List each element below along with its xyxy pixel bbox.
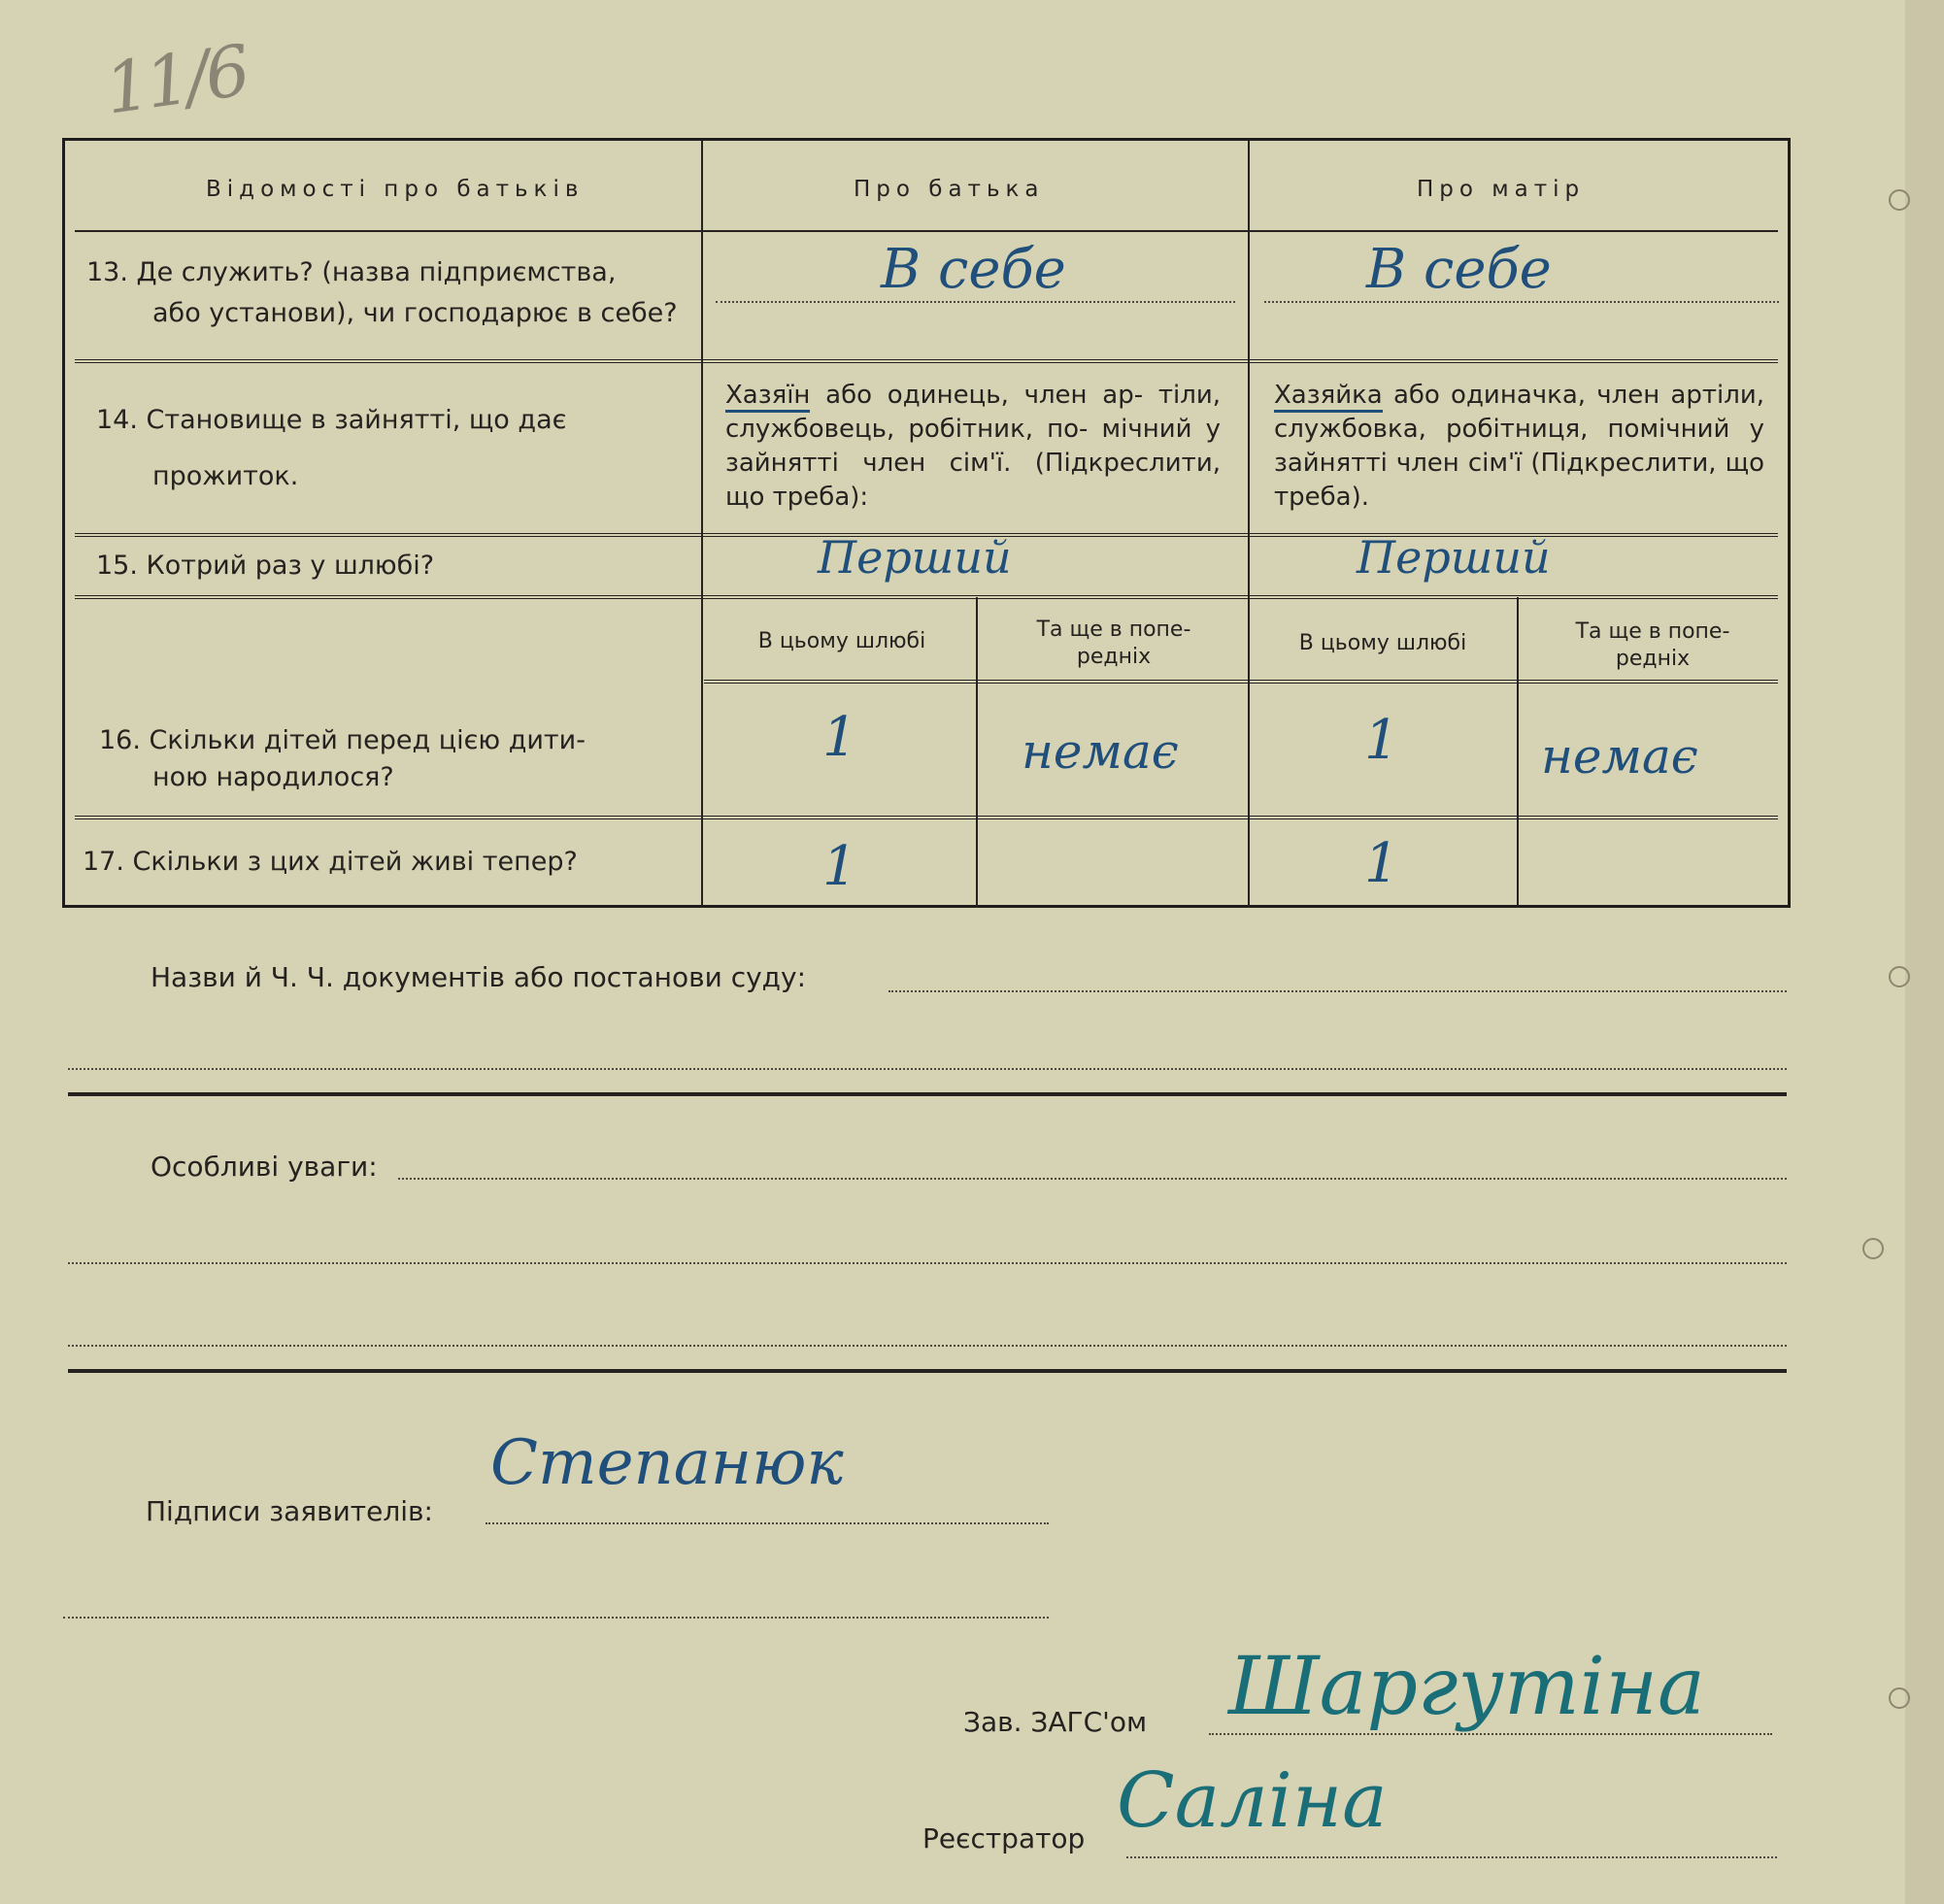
documents-dotted-line [888,990,1787,992]
q15-label: 15. Котрий раз у шлюбі? [96,551,435,581]
header-father: Про батька [854,177,1045,202]
q16-father-this-answer: 1 [822,706,857,769]
col-divider-sub [976,597,978,908]
page-number: 11/6 [99,29,251,130]
registrar-label: Реєстратор [922,1822,1086,1854]
applicants-label: Підписи заявителів: [146,1495,433,1527]
head-signature-line [1209,1733,1772,1735]
section-divider [68,1369,1787,1373]
registrar-signature: Саліна [1117,1757,1388,1845]
binder-hole [1889,189,1910,211]
q17-father-this-answer: 1 [822,835,857,898]
registrar-signature-line [1126,1856,1777,1858]
q14-mother-selected: Хазяйка [1274,381,1383,413]
q16-father-sub-prev: Та ще в попе- редніх [1036,618,1191,669]
head-label: Зав. ЗАГС'ом [963,1706,1148,1738]
q16-father-sub-this: В цьому шлюбі [757,629,926,653]
q14-father-options [725,379,1221,515]
q13-label-line1: 13. Де служить? (назва підприємства, [86,257,617,287]
header-mother: Про матір [1417,177,1586,202]
q17-label: 17. Скільки з цих дітей живі тепер? [83,847,578,877]
q13-label-line2: або установи), чи господарює в себе? [152,298,678,328]
q17-mother-this-answer: 1 [1364,832,1399,895]
documents-label: Назви й Ч. Ч. документів або постанови суду: [151,961,807,993]
q13-father-dotted-line [716,301,1235,303]
documents-dotted-line-2 [68,1068,1787,1070]
q16-mother-sub-prev: Та ще в попе- редніх [1575,619,1730,671]
q14-mother-options-text: або одиначка, член артіли, службовка, робітниця, помічний у зайнятті член сім'ї (Підкреслити, що треба). [1274,381,1764,512]
section-divider [68,1092,1787,1096]
binder-hole [1889,966,1910,987]
col-divider [1248,141,1250,908]
applicants-signature-line [486,1522,1049,1524]
applicants-signature-line-2 [63,1617,1049,1619]
q13-father-answer: В себе [881,238,1066,301]
binder-hole [1862,1238,1884,1259]
q14-mother-options [1274,379,1764,515]
q16-mother-prev-answer: немає [1541,728,1698,785]
q14-father-options-text: або одинець, член ар- тіли, службовець, робітник, по- мічний у зайнятті член сім'ї. (Підкреслити, що треба): [725,381,1221,512]
q16-mother-sub-this: В цьому шлюбі [1298,631,1467,655]
head-signature: Шаргутіна [1228,1641,1705,1733]
q16-father-prev-answer: немає [1022,723,1179,780]
q15-mother-answer: Перший [1357,531,1551,584]
q15-father-answer: Перший [818,531,1012,584]
col-divider [701,141,703,908]
q16-label-line1: 16. Скільки дітей перед цією дити- [99,725,586,755]
remarks-dotted-line-3 [68,1345,1787,1347]
q14-label-line1: 14. Становище в зайнятті, що дає [96,405,567,435]
q13-mother-dotted-line [1264,301,1779,303]
header-parents: Відомості про батьків [206,177,585,202]
q14-label-line2: прожиток. [152,461,299,491]
applicants-signature: Степанюк [490,1427,844,1499]
row-divider [75,595,1778,599]
q13-mother-answer: В себе [1366,238,1552,301]
remarks-dotted-line [398,1178,1787,1180]
row-divider [75,816,1778,819]
row-divider [75,230,1778,232]
q14-father-selected: Хазяїн [725,381,810,413]
col-divider-sub [1517,597,1519,908]
q16-label-line2: ною народилося? [152,762,394,792]
remarks-dotted-line-2 [68,1262,1787,1264]
row-divider [704,680,1778,684]
remarks-label: Особливі уваги: [151,1151,378,1183]
binder-hole [1889,1687,1910,1709]
q16-mother-this-answer: 1 [1364,709,1399,772]
row-divider [75,359,1778,363]
parents-info-table [62,138,1791,908]
